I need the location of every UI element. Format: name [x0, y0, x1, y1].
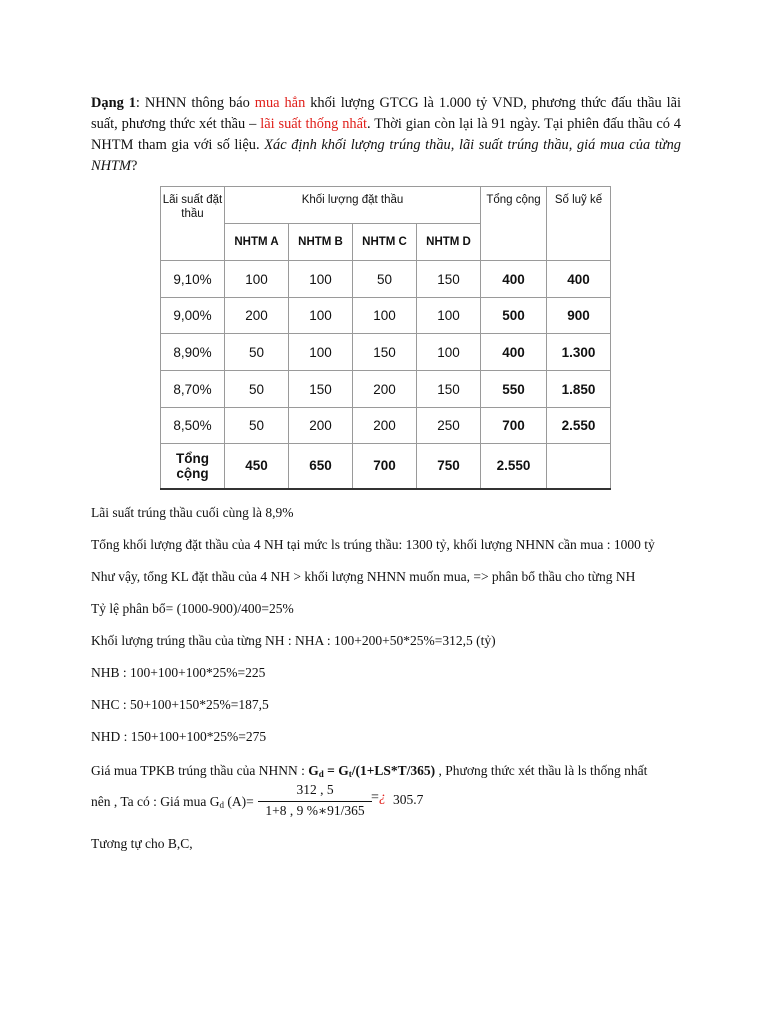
- header-cumulative: Số luỹ kế: [547, 187, 611, 261]
- equals-sign: =¿: [371, 790, 386, 805]
- fraction-numerator: 312 , 5: [296, 782, 334, 797]
- winning-rate-line: Lãi suất trúng thầu cuối cùng là 8,9%: [91, 505, 294, 520]
- fraction-denominator: 1+8 , 9 %∗91/365: [265, 803, 365, 818]
- header-rate: Lãi suất đặt thầu: [161, 187, 225, 261]
- price-fraction: [258, 782, 372, 820]
- table-row-sum: Tổng cộng 450 650 700 750 2.550: [161, 444, 611, 489]
- broken-glyph: ¿: [378, 790, 386, 805]
- table-row: 8,70% 50 150 200 150 550 1.850: [161, 371, 611, 408]
- header-bank-d: NHTM D: [417, 224, 481, 261]
- bank-c-volume-line: NHC : 50+100+150*25%=187,5: [91, 697, 269, 712]
- bank-a-volume-line: Khối lượng trúng thầu của từng NH : NHA : 100+200+50*25%=312,5 (tỷ): [91, 633, 496, 648]
- bank-d-volume-line: NHD : 150+100+100*25%=275: [91, 729, 267, 744]
- table-row: 8,50% 50 200 200 250 700 2.550: [161, 408, 611, 444]
- bid-table: [160, 186, 611, 490]
- header-bank-b: NHTM B: [289, 224, 353, 261]
- problem-title: Dạng 1: [91, 95, 136, 111]
- header-bank-a: NHTM A: [225, 224, 289, 261]
- bank-b-volume-line: NHB : 100+100+100*25%=225: [91, 665, 266, 680]
- allocation-ratio-line: Tỷ lệ phân bổ= (1000-900)/400=25%: [91, 601, 294, 616]
- price-calc-line: nên , Ta có : Giá mua Gd (A)=: [91, 794, 254, 810]
- table-row: 8,90% 50 100 150 100 400 1.300: [161, 334, 611, 371]
- price-formula: Gd = Gt/(1+LS*T/365): [308, 763, 436, 779]
- total-volume-line: Tổng khối lượng đặt thầu của 4 NH tại mức ls trúng thầu: 1300 tỷ, khối lượng NHNN cần mua : 1000 tỷ: [91, 537, 655, 552]
- highlight-outright-purchase: mua hẳn: [254, 95, 306, 111]
- table-row: 9,10% 100 100 50 150 400 400: [161, 261, 611, 298]
- fraction-bar: [258, 801, 372, 802]
- similar-note: Tương tự cho B,C,: [91, 836, 193, 851]
- header-volume: Khối lượng đặt thầu: [225, 187, 481, 224]
- highlight-uniform-rate: lãi suất thống nhất: [260, 116, 367, 132]
- price-formula-line: Giá mua TPKB trúng thầu của NHNN : Gd = Gt/(1+LS*T/365) , Phương thức xét thầu là ls thống nhất: [91, 763, 648, 779]
- header-bank-c: NHTM C: [353, 224, 417, 261]
- price-result: 305.7: [393, 792, 424, 807]
- problem-statement: Dạng 1: NHNN thông báo mua hẳn khối lượng GTCG là 1.000 tỷ VND, phương thức đấu thầu lãi suất, phương thức xét thầu – lãi suất thống nhất. Thời gian còn lại là 91 ngày. Tại phiên đấu thầu có 4 NHTM tham gia với số liệu. Xác định khối lượng trúng thầu, lãi suất trúng thầu, giá mua của từng NHTM?: [91, 95, 681, 174]
- comparison-line: Như vậy, tổng KL đặt thầu của 4 NH > khối lượng NHNN muốn mua, => phân bổ thầu cho từng NH: [91, 569, 636, 584]
- header-total: Tổng cộng: [481, 187, 547, 261]
- sum-label: Tổng cộng: [161, 444, 225, 489]
- problem-question: Xác định khối lượng trúng thầu, lãi suất trúng thầu, giá mua của từng NHTM: [91, 137, 681, 174]
- table-row: 9,00% 200 100 100 100 500 900: [161, 298, 611, 334]
